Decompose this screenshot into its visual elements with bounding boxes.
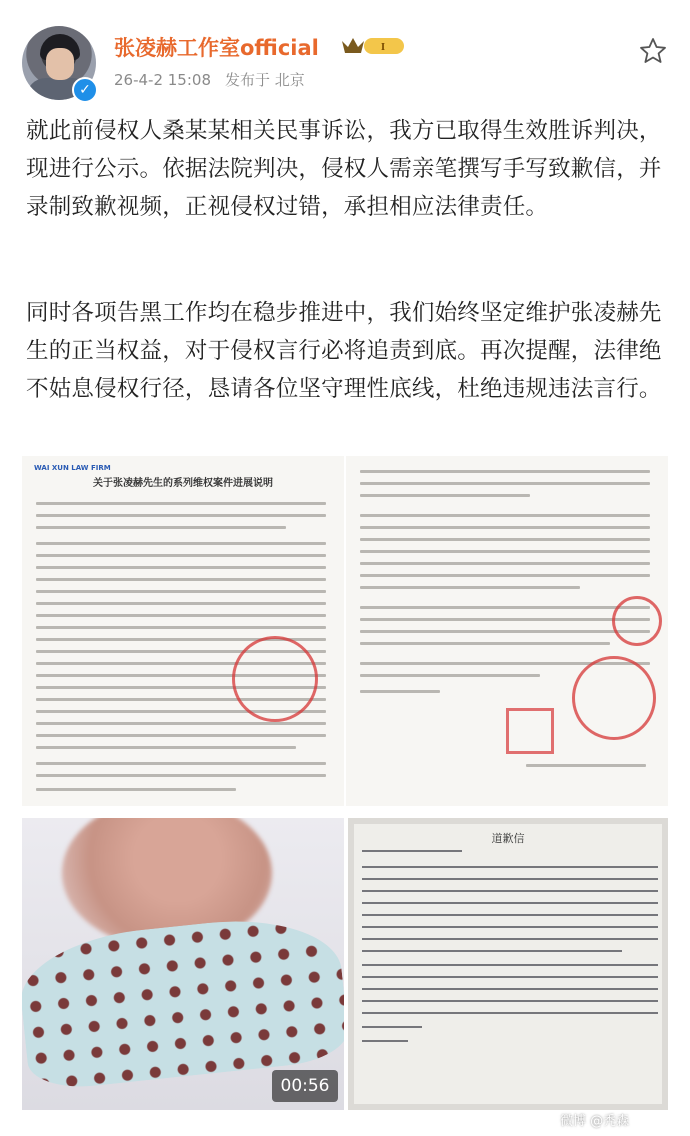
timestamp: 26-4-2 15:08 (114, 71, 211, 89)
apology-video[interactable] (22, 818, 344, 1110)
document-title: 关于张凌赫先生的系列维权案件进展说明 (93, 478, 273, 489)
red-stamp-box (506, 708, 554, 754)
document-image-1[interactable] (22, 456, 344, 806)
star-icon[interactable] (638, 36, 668, 66)
letter-title: 道歉信 (491, 832, 525, 845)
watermark: 微博 @秃森 (560, 1114, 630, 1129)
red-seal (232, 636, 318, 722)
red-seal-2 (572, 656, 656, 740)
video-duration: 00:56 (272, 1070, 338, 1102)
level-badge: I (380, 41, 386, 53)
location: 发布于 北京 (225, 71, 305, 89)
document-image-2[interactable] (346, 456, 668, 806)
post-paragraph-2: 同时各项告黑工作均在稳步推进中，我们始终坚定维护张凌赫先生的正当权益，对于侵权言行必将追责到底。再次提醒，法律绝不姑息侵权行径，恳请各位坚守理性底线，杜绝违规违法言行。 (26, 300, 662, 402)
crown-badge-icon[interactable] (340, 35, 406, 57)
post-paragraph-1: 就此前侵权人桑某某相关民事诉讼，我方已取得生效胜诉判决，现进行公示。依据法院判决，侵权人需亲笔撰写手写致歉信，并录制致歉视频，正视侵权过错，承担相应法律责任。 (26, 118, 662, 220)
author-name[interactable]: 张凌赫工作室official (114, 36, 319, 60)
post-meta (114, 69, 305, 90)
verified-icon: ✓ (72, 77, 98, 103)
apology-letter-image[interactable] (348, 818, 668, 1110)
red-seal-3 (612, 596, 662, 646)
law-firm-header: WAI XUN LAW FIRM (34, 464, 111, 472)
